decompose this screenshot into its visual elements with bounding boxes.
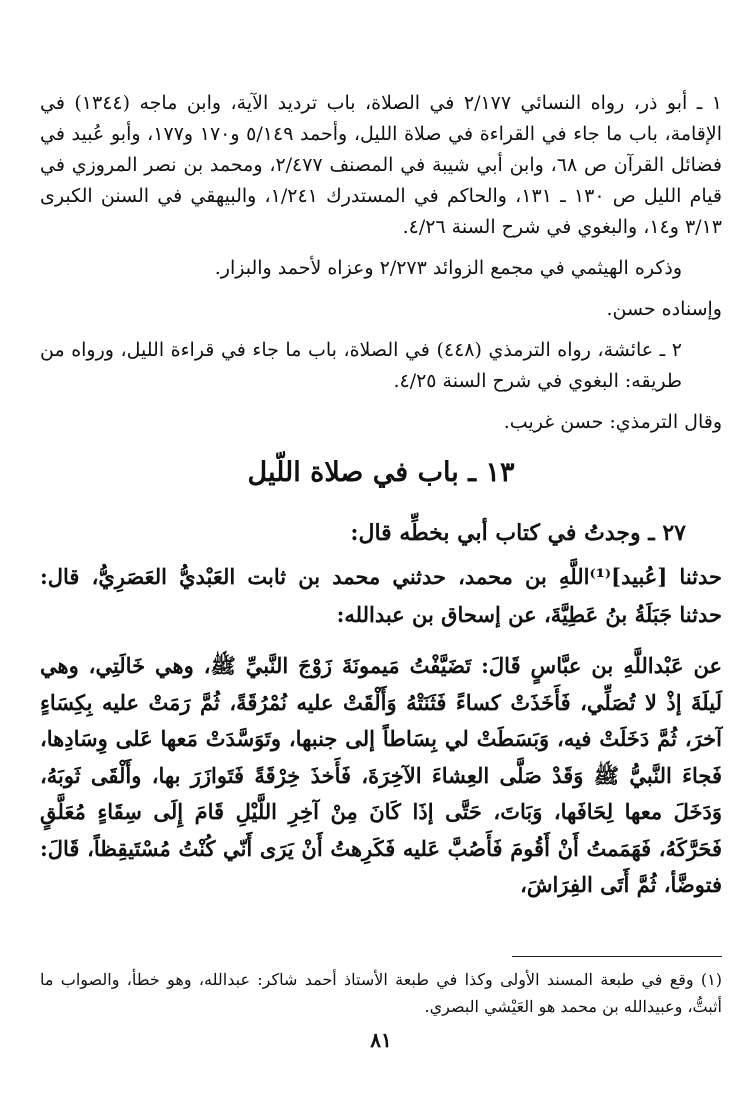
hadith-matn: عن عَبْداللَّهِ بن عبَّاسٍ قَالَ: تَضَيَّفْتُ مَيمونَةَ زَوْجَ النَّبيِّ ﷺ، وهي خَالَتِي، وهي لَيلَةَ إذْ لا تُصَلِّي، فَأَخَذَتْ كساءً فَثَنَتْهُ وَأَلْقَتْ عليه نُمْرُقَةً، ثُمَّ رَمَتْ عليه بِكِسَاءٍ آخرَ، ثُمَّ دَخَلَتْ فيه، وَبَسَطَتْ لي بِسَاطاً إلى جنبها، وتَوَسَّدَتْ مَعها عَلى وِسَادِها، فَجاءَ النَّبيُّ ﷺ وَقَدْ صَلَّى العِشاءَ الآخِرَةَ، فَأَخذَ خِرْقَةً فَتَوازَرَ بها، وأَلْقَى ثَوبَهُ، وَدَخَلَ معها لِحَافَها، وَبَاتَ، حَتَّى إذَا كَانَ مِنْ آخِرِ اللَّيْلِ قَامَ إِلَى سِقَاءٍ مُعَلَّقٍ فَحَرَّكَهُ، فَهَمَمتُ أَنْ أَقُومَ فَأَصُبَّ عَليه فَكَرِهتُ أَنْ يَرَى أَنّي كُنْتُ مُسْتَيقِظاً، قَالَ: فتوضَّأ، ثُمَّ أَتَى الفِرَاشَ، [40, 653, 722, 897]
note-haythami: وذكره الهيثمي في مجمع الزوائد ٢/٢٧٣ وعزاه لأحمد والبزار. [214, 257, 682, 279]
chapter-heading: ١٣ ـ باب في صلاة اللّيل [247, 457, 515, 488]
footnote-divider [512, 956, 722, 957]
previous-footnotes [40, 88, 722, 438]
page-body [40, 88, 722, 1110]
hadith-intro: ٢٧ ـ وجدتُ في كتاب أبي بخطِّه قال: [350, 520, 686, 546]
hadith-isnad: حدثنا [عُبيد]⁽¹⁾اللَّهِ بن محمد، حدثني محمد بن ثابت العَبْديُّ العَصَرِيُّ، قال: حدثنا جَبَلَةُ بنُ عَطِيَّةَ، عن إسحاق بن عبدالله: [40, 564, 722, 627]
note-tirmidhi: وقال الترمذي: حسن غريب. [503, 411, 722, 433]
page-number: ٨١ [370, 1028, 392, 1052]
note-abu-dharr: ١ ـ أبو ذر، رواه النسائي ٢/١٧٧ في الصلاة، باب ترديد الآية، وابن ماجه (١٣٤٤) في الإقامة، باب ما جاء في القراءة في صلاة الليل، وأحمد ٥/١٤٩ و١٧٠ و١٧٧، وأبو عُبيد في فضائل القرآن ص ٦٨، وابن أبي شيبة في المصنف ٢/٤٧٧، ومحمد بن نصر المروزي في قيام الليل ص ١٣٠ ـ ١٣١، والحاكم في المستدرك ١/٢٤١، والبيهقي في السنن الكبرى ٣/١٣ و١٤، والبغوي في شرح السنة ٤/٢٦. [40, 92, 723, 238]
note-aisha: ٢ ـ عائشة، رواه الترمذي (٤٤٨) في الصلاة، باب ما جاء في قراءة الليل، ورواه من طريقه: البغوي في شرح السنة ٤/٢٥. [40, 339, 682, 392]
footnote-1: (١) وقع في طبعة المسند الأولى وكذا في طبعة الأستاذ أحمد شاكر: عبدالله، وهو خطأ، والصواب ما أثبتُّ، وعبيدالله بن محمد هو العَيْشي البصري. [40, 970, 722, 1016]
note-isnad-hasan: وإسناده حسن. [606, 298, 722, 320]
